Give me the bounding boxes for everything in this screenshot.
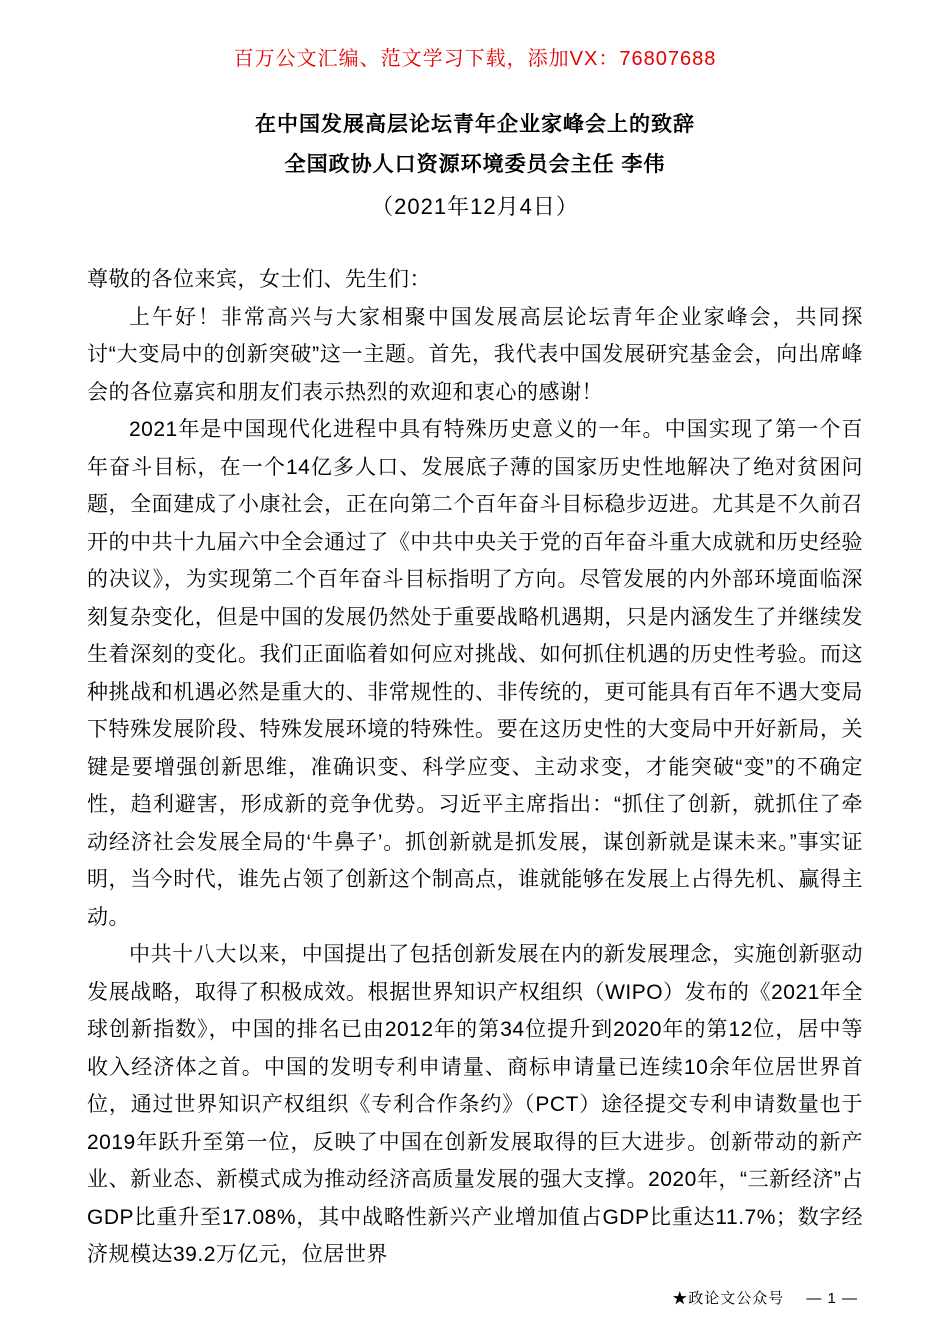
paragraph-1: 上午好！非常高兴与大家相聚中国发展高层论坛青年企业家峰会，共同探讨“大变局中的创新突破”这一主题。首先，我代表中国发展研究基金会，向出席峰会的各位嘉宾和朋友们表示热烈的欢迎和衷心的感谢！ [87, 305, 863, 404]
document-date-line: （2021年12月4日） [371, 194, 579, 219]
salutation: 尊敬的各位来宾，女士们、先生们： [87, 268, 431, 291]
paragraph-3: 中共十八大以来，中国提出了包括创新发展在内的新发展理念，实施创新驱动发展战略，取得了积极成效。根据世界知识产权组织（WIPO）发布的《2021年全球创新指数》，中国的排名已由2012年的第34位提升到2020年的第12位，居中等收入经济体之首。中国的发明专利申请量、商标申请量已连续10余年位居世界首位，通过世界知识产权组织《专利合作条约》（PCT）途径提交专利申请数量也于2019年跃升至第一位，反映了中国在创新发展取得的巨大进步。创新带动的新产业、新业态、新模式成为推动经济高质量发展的强大支撑。2020年，“三新经济”占GDP比重升至17.08%，其中战略性新兴产业增加值占GDP比重达11.7%；数字经济规模达39.2万亿元，位居世界 [87, 943, 863, 1266]
document-body [87, 261, 863, 1274]
paragraph-2: 2021年是中国现代化进程中具有特殊历史意义的一年。中国实现了第一个百年奋斗目标，在一个14亿多人口、发展底子薄的国家历史性地解决了绝对贫困问题，全面建成了小康社会，正在向第二个百年奋斗目标稳步迈进。尤其是不久前召开的中共十九届六中全会通过了《中共中央关于党的百年奋斗重大成就和历史经验的决议》，为实现第二个百年奋斗目标指明了方向。尽管发展的内外部环境面临深刻复杂变化，但是中国的发展仍然处于重要战略机遇期，只是内涵发生了并继续发生着深刻的变化。我们正面临着如何应对挑战、如何抓住机遇的历史性考验。而这种挑战和机遇必然是重大的、非常规性的、非传统的，更可能具有百年不遇大变局下特殊发展阶段、特殊发展环境的特殊性。要在这历史性的大变局中开好新局，关键是要增强创新思维，准确识变、科学应变、主动求变，才能突破“变”的不确定性，趋利避害，形成新的竞争优势。习近平主席指出：“抓住了创新，就抓住了牵动经济社会发展全局的‘牛鼻子’。抓创新就是抓发展，谋创新就是谋未来。”事实证明，当今时代，谁先占领了创新这个制高点，谁就能够在发展上占得先机、赢得主动。 [87, 418, 863, 929]
header-notice: 百万公文汇编、范文学习下载，添加VX：76807688 [233, 48, 717, 70]
title-block [0, 105, 950, 229]
document-title: 在中国发展高层论坛青年企业家峰会上的致辞 [255, 113, 695, 136]
footer-account-label: ★政论文公众号 [672, 1290, 785, 1307]
page-number: — 1 — [806, 1290, 858, 1307]
page-footer [672, 1287, 858, 1308]
document-author-line: 全国政协人口资源环境委员会主任 李伟 [284, 153, 666, 176]
